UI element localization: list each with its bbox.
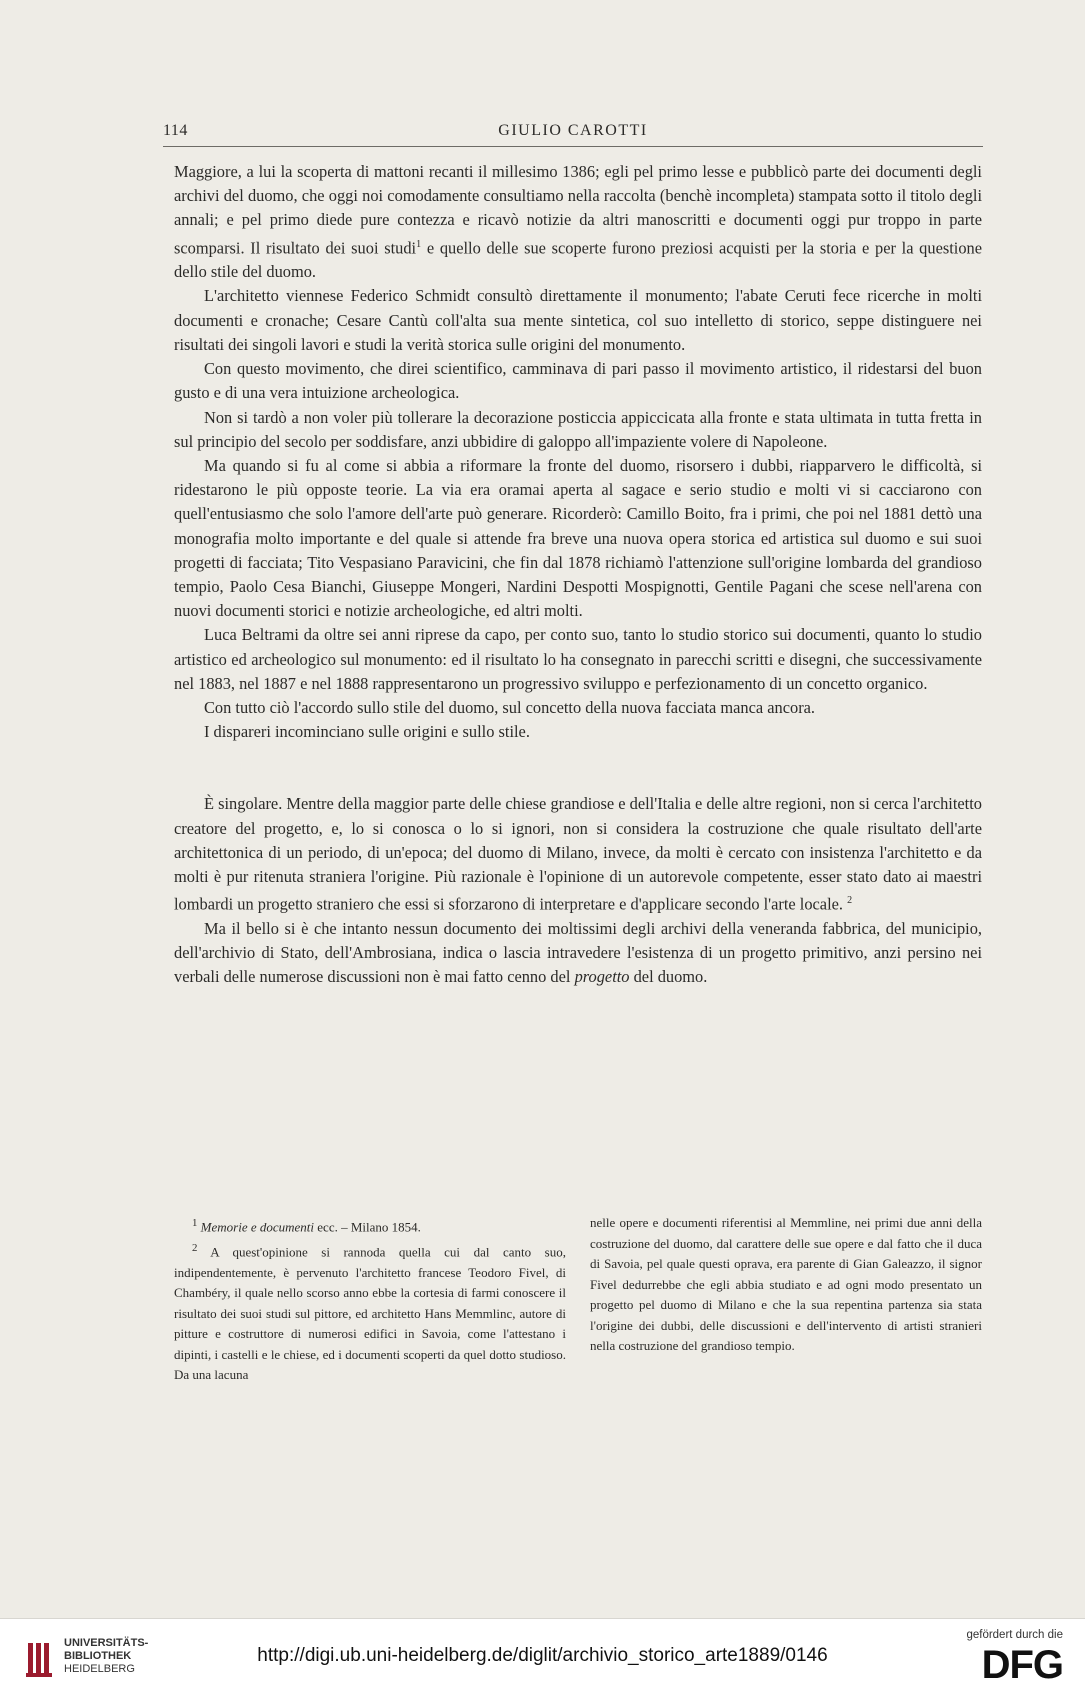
paragraph: Non si tardò a non voler più tollerare la decorazione posticcia appiccicata alla fronte e stata ultimata in tutta fretta in sul principio del secolo per soddisfare, anzi ubbidire di galoppo all'impaziente volere di Napoleone.	[174, 407, 982, 451]
footnote-column-right	[590, 1213, 982, 1386]
footnote-2-continued: nelle opere e documenti riferentisi al Memmline, nei primi due anni della costruzione del duomo, dal carattere delle sue opere e dal fatto che il duca di Savoia, pel quale questi oprava, era parente di Gian Galeazzo, il signor Fivel dedurrebbe che egli abbia studiato e ad ogni modo presentato un progetto pel duomo di Milano e che la sua repentina partenza sia stata l'origine dei dubbi, delle discussioni e dell'intervento di artisti stranieri nella costruzione del grandioso tempio.	[590, 1215, 982, 1353]
header-rule	[163, 146, 983, 147]
paragraph: Luca Beltrami da oltre sei anni riprese da capo, per conto suo, tanto lo studio storico sui documenti, quanto lo studio artistico ed archeologico sul monumento: ed il risultato lo ha consegnato in parecchi scritti e disegni, che successivamente nel 1883, nel 1887 e nel 1888 rappresentarono un progressivo sviluppo e perfezionamento di un concetto organico.	[174, 625, 982, 693]
footnote-2: $^2$ A quest'opinione si rannoda quella cui dal canto suo, indipendentemente, è pervenuto l'architetto francese Teodoro Fivel, di Chambéry, il quale nello scorso anno ebbe la cortesia di farmi conoscere il risultato dei suoi studi sul pittore, ed architetto Hans Memmlinc, autore di pitture e costruttore di numerosi edifici in Savoia, come l'attestano i dipinti, i castelli e le chiese, ed i documenti scoperti da quel dotto studioso. Da una lacuna	[174, 1241, 566, 1383]
library-name: UNIVERSITÄTS- BIBLIOTHEK HEIDELBERG	[64, 1637, 149, 1675]
source-url[interactable]: http://digi.ub.uni-heidelberg.de/diglit/archivio_storico_arte1889/0146	[257, 1645, 828, 1666]
sponsor-block	[953, 1629, 1063, 1689]
footnote-ref: 1	[416, 238, 422, 250]
footnotes	[174, 1213, 982, 1386]
sponsor-caption: gefördert durch die	[966, 1629, 1063, 1641]
dfg-logo: DFG	[981, 1643, 1063, 1687]
paragraph: Con questo movimento, che direi scientifico, camminava di pari passo il movimento artistico, il ridestarsi del buon gusto e di una vera intuizione archeologica.	[174, 359, 982, 403]
footnote-1: $^1$ Memorie e documenti ecc. – Milano 1854.	[192, 1217, 421, 1235]
paragraph: Maggiore, a lui la scoperta di mattoni recanti il millesimo 1386; egli pel primo lesse e pubblicò parte dei documenti degli archivi del duomo, che oggi noi comodamente consultiamo nella raccolta (benchè incompleta) stampata sotto il titolo degli annali; e pel primo diede pure contezza e ricavò notizie da altri manoscritti e documenti oggi pur troppo in parte scomparsi. Il risultato dei suoi studi$^1$ e quello delle sue scoperte furono preziosi acquisti per la storia e per la questione dello stile del duomo.	[174, 162, 983, 282]
page-header	[163, 122, 983, 142]
paragraph: L'architetto viennese Federico Schmidt consultò direttamente il monumento; l'abate Ceruti fece ricerche in molti documenti e cronache; Cesare Cantù coll'alta sua mente sintetica, col suo intelletto di storico, seppe distinguere nei risultati dei singoli lavori e studi la verità storica sulle origini del monumento.	[174, 286, 982, 354]
paragraph: È singolare. Mentre della maggior parte delle chiese grandiose e dell'Italia e delle altre regioni, non si cerca l'architetto creatore del progetto, e, lo si conosca o lo si ignori, non si considera la costruzione che quale risultato dell'arte architettonica di un periodo, di un'epoca; del duomo di Milano, invece, da molti è cercato con insistenza l'architetto e da molti è pur ritenuta straniera l'origine. Più razionale è l'opinione di un autorevole competente, esser stato dato ai maestri lombardi un progetto straniero che essi si sforzarono di interpretare e d'applicare secondo l'arte locale. $^2$	[174, 794, 982, 914]
running-title: GIULIO CAROTTI	[498, 122, 648, 139]
paragraph: Ma il bello si è che intanto nessun documento dei moltissimi degli archivi della veneranda fabbrica, del municipio, dell'archivio di Stato, dell'Ambrosiana, indica o lascia intravedere l'esistenza di un progetto primitivo, anzi persino nei verbali delle numerose discussioni non è mai fatto cenno del progetto del duomo.	[174, 918, 982, 987]
footnote-column-left	[174, 1213, 566, 1386]
paragraph: I dispareri incominciano sulle origini e sullo stile.	[204, 722, 530, 742]
paragraph: Con tutto ciò l'accordo sullo stile del duomo, sul concetto della nuova facciata manca ancora.	[204, 697, 816, 717]
body-text	[174, 160, 982, 989]
paragraph: Ma quando si fu al come si abbia a riformare la fronte del duomo, risorsero i dubbi, riapparvero le difficoltà, si ridestarono le più opposte teorie. La via era oramai aperta al sagace e serio studio e molti vi si cacciarono con quell'entusiasmo che solo l'amore dell'arte può generare. Ricorderò: Camillo Boito, fra i primi, che poi nel 1881 dettò una monografia molto importante e del quale si attende fra breve una nuova opera storica ed artistica sul duomo e sui suoi progetti di facciata; Tito Vespasiano Paravicini, che fin dal 1878 richiamò l'attenzione sull'origine lombarda del grandioso tempio, Paolo Cesa Bianchi, Giuseppe Mongeri, Nardini Despotti Mospignotti, Gentile Pagani che scese nell'arena con nuovi documenti storici e notizie archeologiche, ed altri molti.	[174, 455, 982, 621]
page-number: 114	[163, 122, 188, 139]
footnote-ref: 2	[847, 895, 853, 907]
footer-bar	[0, 1618, 1085, 1700]
